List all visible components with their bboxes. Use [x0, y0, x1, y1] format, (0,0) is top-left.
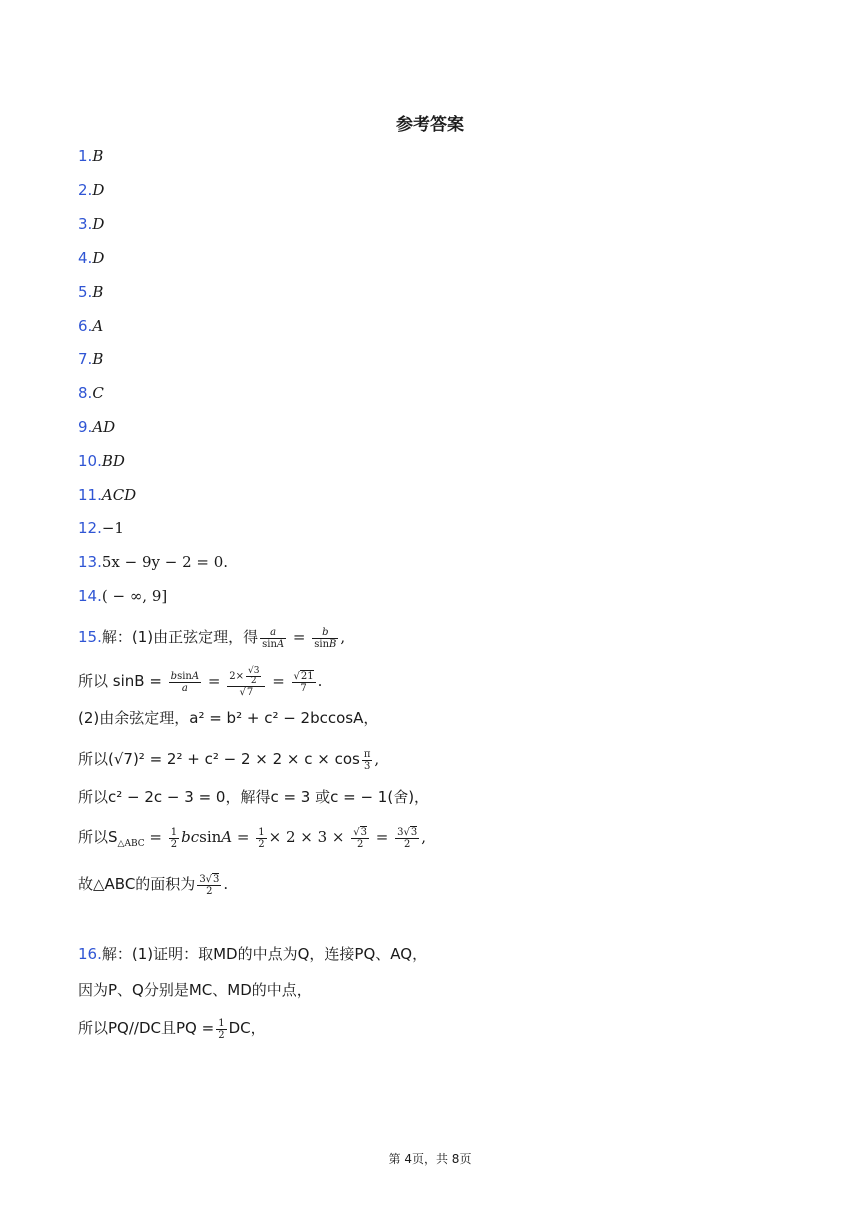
answer-line: [78, 383, 104, 403]
answer-line: [78, 214, 104, 234]
solution-line: [78, 708, 378, 728]
solution-line: 所以 sinB = $\frac{bsinA}{a}$ = 2× $\frac{√3}{2}$ √7 = $\frac{√21}{7}$ .: [78, 665, 323, 698]
fraction: $\frac{√3}{2}$: [353, 826, 367, 850]
solution-line: [78, 787, 429, 807]
fraction: $\frac{3√3}{2}$: [397, 826, 418, 850]
answer-value: 5x − 9y − 2 = 0.: [101, 553, 229, 571]
answer-value: D: [92, 215, 105, 233]
solution-text: 所以(√7)² = 2² + c² − 2 × 2 × c × cos: [78, 750, 360, 768]
question-number: 14.: [78, 587, 102, 605]
solution-text: (2)由余弦定理，a² = b² + c² − 2bccosA，: [78, 709, 379, 727]
question-number: 6.: [78, 317, 93, 335]
answer-line: [78, 552, 228, 572]
fraction: $\frac{√21}{7}$: [293, 670, 314, 694]
answer-line: [78, 417, 115, 437]
fraction: $\frac{1}{2}$: [170, 826, 178, 850]
answer-value: D: [92, 249, 105, 267]
solution-line: 所以$S_{\triangle ABC}$ = $\frac{1}{2}$ bcsinA = $\frac{1}{2}$ × 2 × 3 × $\frac{√3}{2}$ = $\frac{3√3}{2}$ ,: [78, 826, 426, 850]
answer-line: [78, 282, 103, 302]
solution-text: 解：(1)由正弦定理，得: [101, 628, 259, 646]
triangle-subscript: △ABC: [117, 839, 145, 849]
answer-line: [78, 248, 104, 268]
answer-line: [78, 586, 167, 606]
question-number: 13.: [78, 553, 102, 571]
question-number: 7.: [78, 350, 93, 368]
answer-value: B: [92, 350, 104, 368]
solution-line: [78, 980, 312, 1000]
answer-value: D: [92, 181, 105, 199]
solution-line: [78, 944, 427, 964]
fraction: 2× $\frac{√3}{2}$ √7: [227, 667, 265, 698]
question-number: 12.: [78, 519, 102, 537]
solution-text: 所以S: [78, 828, 118, 846]
answer-value: BD: [101, 452, 125, 470]
answer-line: [78, 485, 136, 505]
page-footer: 第 4页，共 8页: [388, 1152, 472, 1166]
solution-line: [78, 1014, 266, 1042]
answer-line: [78, 146, 103, 166]
solution-line: 故△ABC的面积为 $\frac{3√3}{2}$ .: [78, 873, 229, 897]
solution-line: 15.解：(1)由正弦定理，得 $\frac{a}{\sin A}$ = $\frac{b}{\sin B}$ ,: [78, 626, 346, 650]
fraction: $\frac{1}{2}$: [218, 1017, 225, 1041]
solution-text: DC，: [228, 1019, 266, 1037]
answer-value: AD: [92, 418, 116, 436]
answer-line: [78, 180, 104, 200]
answer-value: ACD: [101, 486, 137, 504]
question-number: 11.: [78, 486, 102, 504]
solution-line: 所以(√7)² = 2² + c² − 2 × 2 × c × cos $\frac{\pi}{3}$ ,: [78, 748, 380, 772]
solution-text: 因为P、Q分别是MC、MD的中点，: [78, 981, 312, 999]
question-number: 15.: [78, 628, 102, 646]
answer-value: B: [92, 283, 104, 301]
solution-text: 故△ABC的面积为: [78, 875, 196, 893]
question-number: 16.: [78, 945, 102, 963]
fraction: $\frac{3√3}{2}$: [199, 873, 220, 897]
fraction: $\frac{bsinA}{a}$: [170, 670, 200, 694]
answer-line: [78, 451, 125, 471]
question-number: 1.: [78, 147, 93, 165]
question-number: 8.: [78, 384, 93, 402]
question-number: 10.: [78, 452, 102, 470]
fraction: $\frac{a}{\sin A}$: [262, 626, 285, 650]
answer-value: A: [92, 317, 104, 335]
answer-value: ( − ∞, 9]: [101, 587, 168, 605]
question-number: 3.: [78, 215, 93, 233]
answer-line: [78, 316, 103, 336]
fraction: $\frac{b}{\sin B}$: [314, 626, 337, 650]
answer-value: B: [92, 147, 104, 165]
question-number: 9.: [78, 418, 93, 436]
answer-line: [78, 518, 124, 538]
answer-value: −1: [101, 519, 124, 537]
fraction: $\frac{1}{2}$: [258, 826, 265, 850]
fraction: $\frac{\pi}{3}$: [363, 748, 371, 772]
question-number: 5.: [78, 283, 93, 301]
solution-text: 所以PQ//DC且PQ =: [78, 1019, 215, 1037]
solution-text: 所以 sinB =: [78, 672, 162, 690]
answer-line: [78, 349, 103, 369]
solution-text: 解：(1)证明：取MD的中点为Q，连接PQ、AQ，: [101, 945, 428, 963]
question-number: 4.: [78, 249, 93, 267]
page-title: 参考答案: [396, 115, 464, 135]
solution-text: 所以c² − 2c − 3 = 0，解得c = 3 或c = − 1(舍)，: [78, 788, 430, 806]
answer-value: C: [92, 384, 104, 402]
question-number: 2.: [78, 181, 93, 199]
